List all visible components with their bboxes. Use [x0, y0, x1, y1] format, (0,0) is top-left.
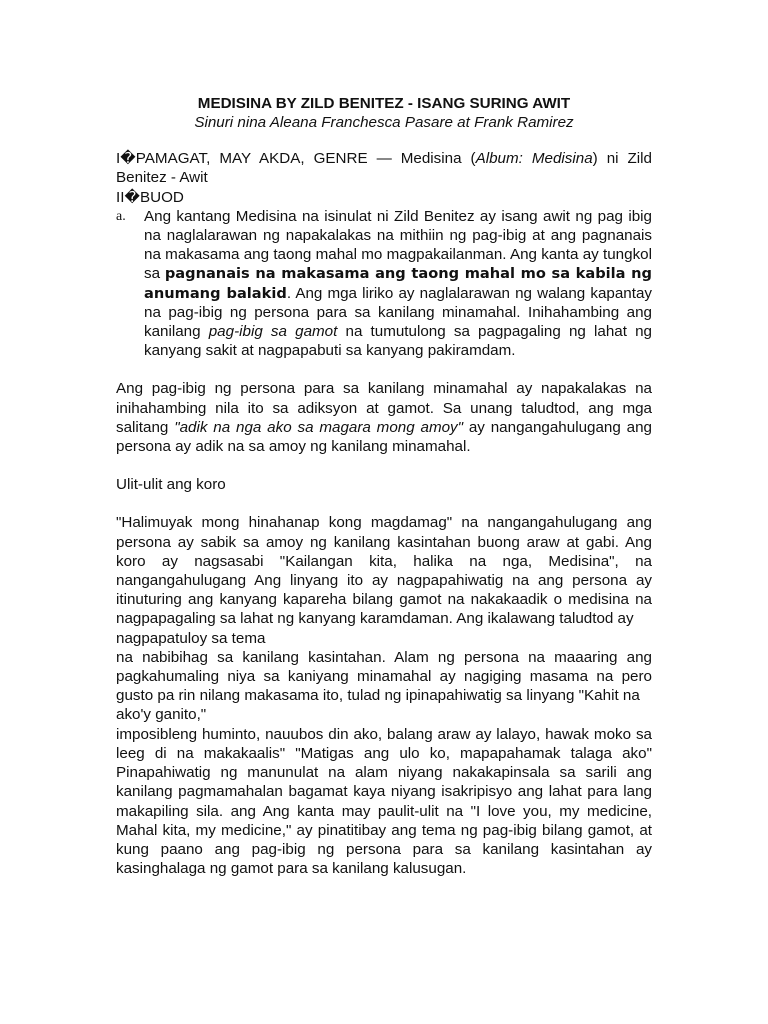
album-name: Album: Medisina: [475, 150, 593, 168]
paragraph-2-part-1: Ang pag-ibig ng persona para sa kanilang minamahal ay napakalakas na inihahambing nila ito sa adiksyon at gamot. Sa unang taludtod, ang mga salitang: [116, 380, 652, 436]
item-a-bold: pagnanais na makasama ang taong mahal mo sa kabila ng anumang balakid: [144, 265, 653, 302]
document-subtitle: Sinuri nina Aleana Franchesca Pasare at Frank Ramirez: [194, 114, 574, 131]
item-a-part-1: Ang kantang Medisina na isinulat ni Zild Benitez ay isang awit ng pag ibig na naglalarawan ng napakalakas na mithiin ng pag-ibig at ang pagnanais na makasama ang taong mahal mo magpakailanman. Ang kanta ay tungkol sa: [144, 207, 652, 283]
list-item-text: [144, 207, 652, 361]
item-a-part-3: na tumutulong sa pagpagaling ng lahat ng kanyang sakit at nagpapabuti sa kanyang pakiramdam.: [144, 323, 652, 360]
paragraph-2-part-2: ay nangangahulugang ang persona ay adik na sa amoy ng kanilang minamahal.: [116, 418, 652, 456]
spacer: [116, 360, 652, 379]
paragraph-2-quote: "adik na nga ako sa magara mong amoy": [174, 418, 464, 436]
paragraph-4-part-1: "Halimuyak mong hinahanap kong magdamag" na nangangahulugang ang persona ay sabik sa amoy ng kanilang kasintahan buong araw at gabi. Ang koro ay nagsasabi "Kailangan kita, halika na nga, Medisina", na nangangahulugang Ang linyang ito ay nagpapahiwatig na ang persona ay itinuturing ang kanyang kapareha bilang gamot na nakakaadik o medisina na nagpapagaling sa lahat ng kanyang karamdaman. Ang ikalawang taludtod ay: [116, 514, 652, 628]
paragraph-4-part-1-last: nagpapatuloy sa tema: [116, 629, 266, 647]
paragraph-4-part-2-last: ako'y ganito,": [116, 706, 207, 724]
section-1-rest: ) ni Zild Benitez - Awit: [116, 150, 652, 187]
item-a-part-2: . Ang mga liriko ay naglalarawan ng walang kapantay na pag-ibig ng persona para sa kanilang minamahal. Inihahambing ang kanilang: [144, 284, 652, 341]
list-marker: a.: [116, 208, 126, 224]
section-1-label: I�PAMAGAT, MAY AKDA, GENRE — Medisina (: [116, 150, 476, 168]
section-2-heading: II�BUOD: [116, 188, 184, 206]
document-body: [116, 94, 652, 878]
paragraph-4-part-2: na nabibihag sa kanilang kasintahan. Alam ng persona na maaaring ang pagkahumaling niya sa kaniyang minamahal ay nagiging masama na pero gusto pa rin nilang makasama ito, tulad ng ipinapahiwatig sa linyang "Kahit na: [116, 648, 652, 705]
section-1-heading: [116, 149, 652, 187]
paragraph-2: [116, 379, 652, 456]
paragraph-3: Ulit-ulit ang koro: [116, 476, 226, 494]
paragraph-4-part-3: imposibleng huminto, nauubos din ako, balang araw ay lalayo, hawak moko sa leeg di na makakaalis" "Matigas ang ulo ko, mapapahamak talaga ako" Pinapahiwatig ng manunulat na alam niyang nakakapinsala sa sarili ang kanilang pagmamahalan bagamat kaya niyang isakripisyo ang lahat para lang makapiling sila. ang Ang kanta may paulit-ulit na "I love you, my medicine, Mahal kita, my medicine," ay pinatitibay ang tema ng pag-ibig bilang gamot, at kung paano ang pag-ibig ng persona para sa kanilang kasintahan ay kasinghalaga ng gamot para sa kanilang kalusugan.: [116, 725, 652, 878]
spacer: [116, 456, 652, 475]
spacer: [116, 494, 652, 513]
item-a-italic: pag-ibig sa gamot: [208, 323, 338, 341]
list-item-a: [116, 207, 652, 361]
document-title: MEDISINA BY ZILD BENITEZ - ISANG SURING AWIT: [197, 95, 571, 112]
